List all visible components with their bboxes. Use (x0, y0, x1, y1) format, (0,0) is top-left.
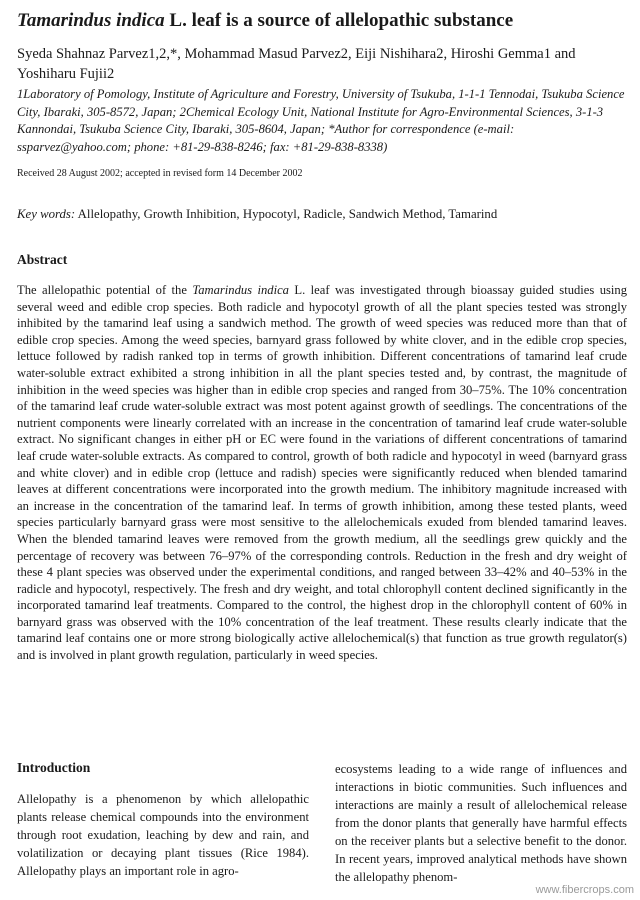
abstract-heading: Abstract (17, 252, 68, 267)
authors: Syeda Shahnaz Parvez1,2,*, Mohammad Masud Parvez2, Eiji Nishihara2, Hiroshi Gemma1 and Yoshiharu Fujii2 (17, 46, 576, 82)
article (17, 8, 627, 664)
abstract-text (17, 282, 627, 664)
received-date: Received 28 August 2002; accepted in revised form 14 December 2002 (17, 168, 303, 179)
title-rest: L. leaf is a source of allelopathic substance (164, 10, 514, 31)
introduction-heading: Introduction (17, 760, 91, 775)
abstract-lead: The allelopathic potential of the (17, 283, 193, 297)
introduction-right-text: ecosystems leading to a wide range of influences and interactions in biotic communities. Such influences and interactions are mainly a result of allelochemical release from the donor plants that generally have harmful effects on the receiver plants but a selective benefit to the donor. In recent years, improved analytical methods have shown the allelopathy phenom- (335, 762, 627, 884)
abstract-species: Tamarindus indica (192, 283, 289, 297)
right-column (335, 760, 627, 886)
keywords-text: Allelopathy, Growth Inhibition, Hypocotyl, Radicle, Sandwich Method, Tamarind (75, 207, 498, 221)
keywords-label: Key words: (17, 207, 76, 221)
left-column (17, 760, 309, 880)
title-species: Tamarindus indica (17, 10, 165, 31)
watermark: www.fibercrops.com (535, 884, 634, 896)
keywords (17, 207, 627, 222)
affiliations: 1Laboratory of Pomology, Institute of Agriculture and Forestry, University of Tsukuba, 1-1-1 Tennodai, Tsukuba Science City, Ibaraki, 305-8572, Japan; 2Chemical Ecology Unit, National Institute for Agro-Environmental Sciences, 3-1-3 Kannondai, Tsukuba Science City, Ibaraki, 305-8604, Japan; *Author for correspondence (e-mail: ssparvez@yahoo.com; phone: +81-29-838-8246; fax: +81-29-838-8338) (17, 87, 625, 154)
abstract-body: L. leaf was investigated through bioassay guided studies using several weed and edible crop species. Both radicle and hypocotyl growth of all the plant species tested was strongly inhibited by the tamarind leaf using a sandwich method. The growth of weed species was reduced more than that of edible crop species. Among the weed species, barnyard grass followed by white clover, and in the edible crop species, lettuce followed by radish ranked top in terms of growth inhibition. Different concentrations of tamarind leaf crude water-soluble extract exhibited a strong inhibition in all the plant species tested and, by contrast, the magnitude of inhibition in the weed species was higher than in edible crop species and ranged from 30–75%. The 10% concentration of the tamarind leaf crude water-soluble extract was most potent against growth of seedlings. The concentrations of the nutrient components were linearly correlated with an increase in the concentration of tamarind leaf crude water-soluble extract. No significant changes in either pH or EC were found in the variations of different concentrations of tamarind leaf crude water-soluble extracts. As compared to control, growth of both radicle and hypocotyl in weed (barnyard grass and white clover) and in edible crop (lettuce and radish) species were significantly reduced when blended tamarind leaves at different concentrations were incorporated into the growth medium. The inhibitory magnitude increased with an increase in the concentration of the tamarind leaf. In terms of growth inhibition, among these tested plants, weed species particularly barnyard grass were most sensitive to the allelochemicals exuded from blended tamarind leaves. When the blended tamarind leaves were removed from the growth medium, all the seedlings grew quickly and the percentage of recovery was between 76–97% of the corresponding controls. Reduction in the fresh and dry weight of these 4 plant species was observed under the experimental conditions, and ranged between 33–42% and 40–53% in the radicle and hypocotyl, respectively. The fresh and dry weight, and total chlorophyll content declined significantly in the incorporated tamarind leaf treatments. Compared to the control, the highest drop in the chlorophyll content of 60% in barnyard grass was observed with the 10% concentration of the leaf treatment. These results clearly indicate that the tamarind leaf contains one or more strong biologically active allelochemical(s) that function as true growth regulator(s) and is involved in plant growth regulation, particularly in weed species. (17, 283, 627, 663)
introduction-left-text: Allelopathy is a phenomenon by which allelopathic plants release chemical compounds into the environment through root exudation, leaching by dew and rain, and volatilization or decaying plant tissues (Rice 1984). Allelopathy plays an important role in agro- (17, 792, 309, 878)
article-title (17, 8, 627, 34)
